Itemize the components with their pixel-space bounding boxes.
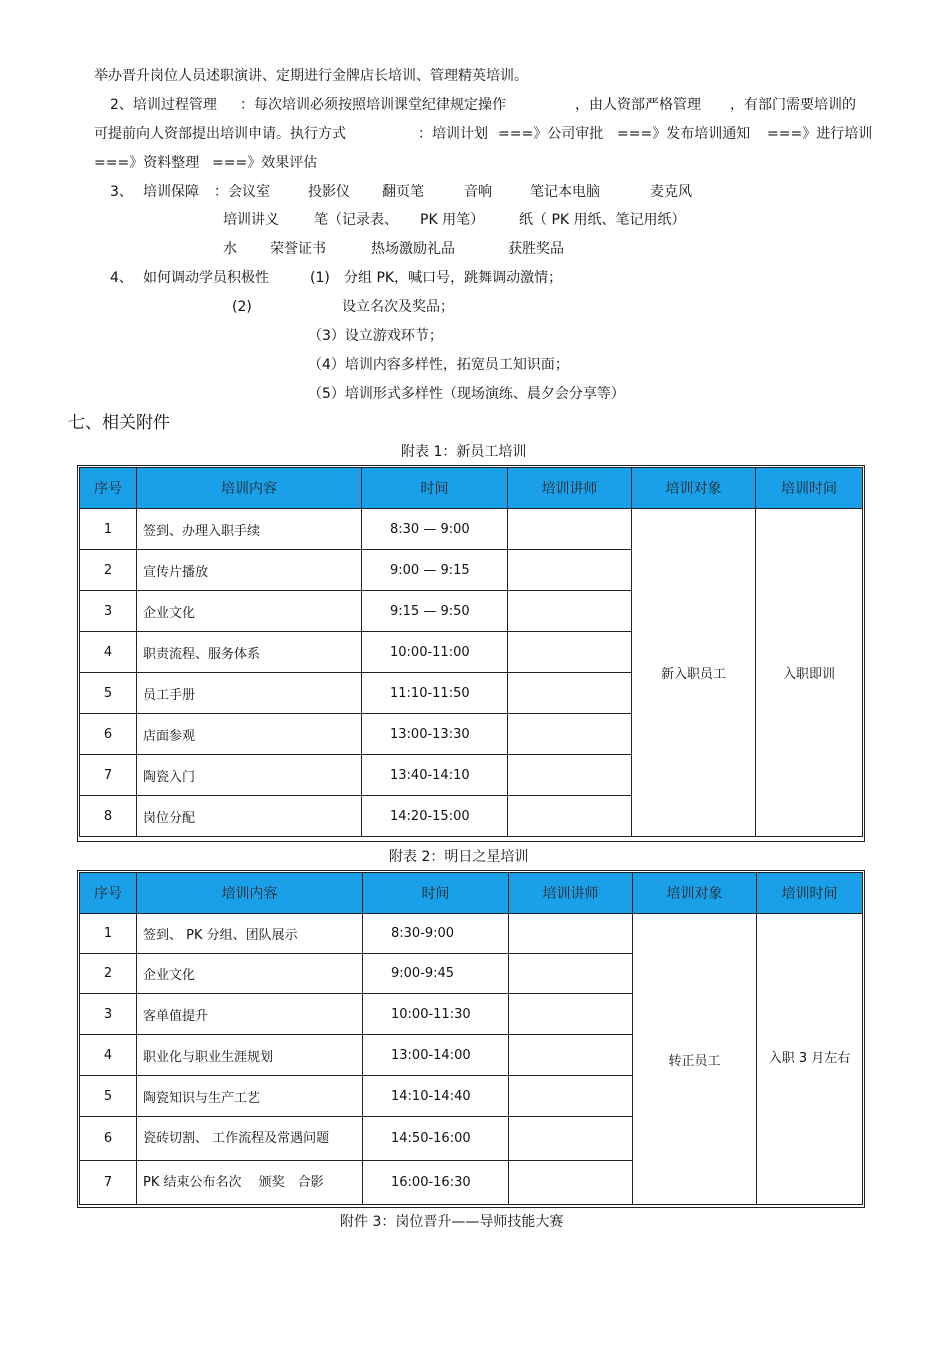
row-content: 职业化与职业生涯规划 [137,1035,363,1076]
row-index: 1 [80,914,137,954]
table2-header-row [80,873,863,914]
row-schedule: 入职即训 [756,509,863,837]
col-header-trainer: 培训讲师 [509,873,633,914]
motivation-item: 分组 PK，喊口号，跳舞调动激情； [344,270,563,286]
row-trainer [508,550,632,591]
process-step: ===》效果评估 [212,155,318,171]
row-time: 13:00-13:30 [362,714,508,755]
row-index: 6 [80,1117,137,1161]
row-time: 14:10-14:40 [363,1076,509,1117]
row-content: 职责流程、服务体系 [137,632,362,673]
row-time: 16:00-16:30 [363,1161,509,1205]
row-trainer [508,796,632,837]
table1-header-row [80,468,863,509]
row-time: 10:00-11:30 [363,994,509,1035]
row-trainer [508,755,632,796]
process-text: ，有部门需要培训的 [730,97,856,113]
row-trainer [509,1117,633,1161]
motivation-item: （4）培训内容多样性，拓宽员工知识面； [308,357,569,373]
row-index: 3 [80,994,137,1035]
col-header-content: 培训内容 [137,873,363,914]
table1 [79,467,863,837]
support-item: 水 [223,241,237,257]
support-number: 3、 [110,184,133,200]
support-item: 笔记本电脑 [530,184,600,200]
row-content: 瓷砖切割、 工作流程及常遇问题 [137,1117,363,1161]
paragraph-line: 举办晋升岗位人员述职演讲、定期进行金牌店长培训、管理精英培训。 [94,68,528,84]
row-trainer [508,632,632,673]
row-time: 14:20-15:00 [362,796,508,837]
col-header-index: 序号 [80,468,137,509]
support-item: ：会议室 [214,184,270,200]
row-index: 2 [80,550,137,591]
row-time: 9:15 — 9:50 [362,591,508,632]
row-trainer [508,509,632,550]
process-step: ===》发布培训通知 [617,126,751,142]
col-header-schedule: 培训时间 [756,468,863,509]
process-step: ：培训计划 [418,126,488,142]
col-header-target: 培训对象 [632,468,756,509]
support-item: 笔（记录表、 [314,212,398,228]
process-step: ===》进行培训 [767,126,873,142]
table2 [79,872,863,1205]
row-time: 13:00-14:00 [363,1035,509,1076]
row-trainer [509,914,633,954]
row-trainer [509,954,633,994]
support-item: 获胜奖品 [508,241,564,257]
attachment3-caption: 附件 3：岗位晋升——导师技能大赛 [340,1214,564,1230]
process-text: 可提前向人资部提出培训申请。执行方式 [94,126,346,142]
row-index: 2 [80,954,137,994]
process-step: ===》资料整理 [94,155,200,171]
row-trainer [509,994,633,1035]
row-index: 4 [80,632,137,673]
row-time: 11:10-11:50 [362,673,508,714]
motivation-item: （5）培训形式多样性（现场演练、晨夕会分享等） [308,386,625,402]
motivation-item: 设立名次及奖品； [342,299,454,315]
support-item: 麦克风 [650,184,692,200]
row-content: 签到、办理入职手续 [137,509,362,550]
row-index: 6 [80,714,137,755]
process-text: ：每次培训必须按照培训课堂纪律规定操作 [240,97,506,113]
row-schedule: 入职 3 月左右 [757,914,863,1205]
col-header-trainer: 培训讲师 [508,468,632,509]
row-index: 5 [80,673,137,714]
row-time: 8:30-9:00 [363,914,509,954]
row-time: 9:00 — 9:15 [362,550,508,591]
row-trainer [509,1076,633,1117]
row-content: 员工手册 [137,673,362,714]
row-content: 陶瓷入门 [137,755,362,796]
row-time: 14:50-16:00 [363,1117,509,1161]
row-content: 企业文化 [137,954,363,994]
row-content: 企业文化 [137,591,362,632]
row-target: 转正员工 [633,914,757,1205]
row-trainer [508,673,632,714]
support-item: 荣誉证书 [270,241,326,257]
support-item: 翻页笔 [382,184,424,200]
row-time: 13:40-14:10 [362,755,508,796]
col-header-content: 培训内容 [137,468,362,509]
col-header-target: 培训对象 [633,873,757,914]
row-content: 签到、 PK 分组、团队展示 [137,914,363,954]
support-label: 培训保障 [143,184,199,200]
row-content: 陶瓷知识与生产工艺 [137,1076,363,1117]
row-index: 1 [80,509,137,550]
col-header-time: 时间 [363,873,509,914]
row-trainer [508,714,632,755]
row-target: 新入职员工 [632,509,756,837]
row-content: 岗位分配 [137,796,362,837]
table1-caption: 附表 1：新员工培训 [401,444,527,460]
motivation-number: 4、 [110,270,133,286]
motivation-item-num: (2) [232,299,252,315]
process-step: ===》公司审批 [498,126,604,142]
row-time: 9:00-9:45 [363,954,509,994]
col-header-time: 时间 [362,468,508,509]
table-row [80,509,863,550]
support-item: PK 用笔） [420,212,485,228]
row-index: 7 [80,755,137,796]
row-content: 店面参观 [137,714,362,755]
row-index: 3 [80,591,137,632]
motivation-label: 如何调动学员积极性 [143,270,269,286]
row-content: PK 结束公布名次 颁奖 合影 [137,1161,363,1205]
support-item: 音响 [464,184,492,200]
row-index: 4 [80,1035,137,1076]
table-row [80,914,863,954]
support-item: 热场激励礼品 [371,241,455,257]
process-label: 2、培训过程管理 [110,97,217,113]
motivation-item-num: (1) [310,270,330,286]
col-header-schedule: 培训时间 [757,873,863,914]
support-item: 纸（ PK 用纸、笔记用纸） [519,212,686,228]
process-text: ，由人资部严格管理 [575,97,701,113]
support-item: 投影仪 [308,184,350,200]
col-header-index: 序号 [80,873,137,914]
row-time: 8:30 — 9:00 [362,509,508,550]
row-trainer [508,591,632,632]
section-title: 七、相关附件 [68,413,170,433]
table2-caption: 附表 2：明日之星培训 [389,849,529,865]
row-time: 10:00-11:00 [362,632,508,673]
row-content: 客单值提升 [137,994,363,1035]
row-index: 7 [80,1161,137,1205]
motivation-item: （3）设立游戏环节； [308,328,443,344]
row-trainer [509,1035,633,1076]
row-content: 宣传片播放 [137,550,362,591]
support-item: 培训讲义 [223,212,279,228]
row-trainer [509,1161,633,1205]
row-index: 5 [80,1076,137,1117]
row-index: 8 [80,796,137,837]
